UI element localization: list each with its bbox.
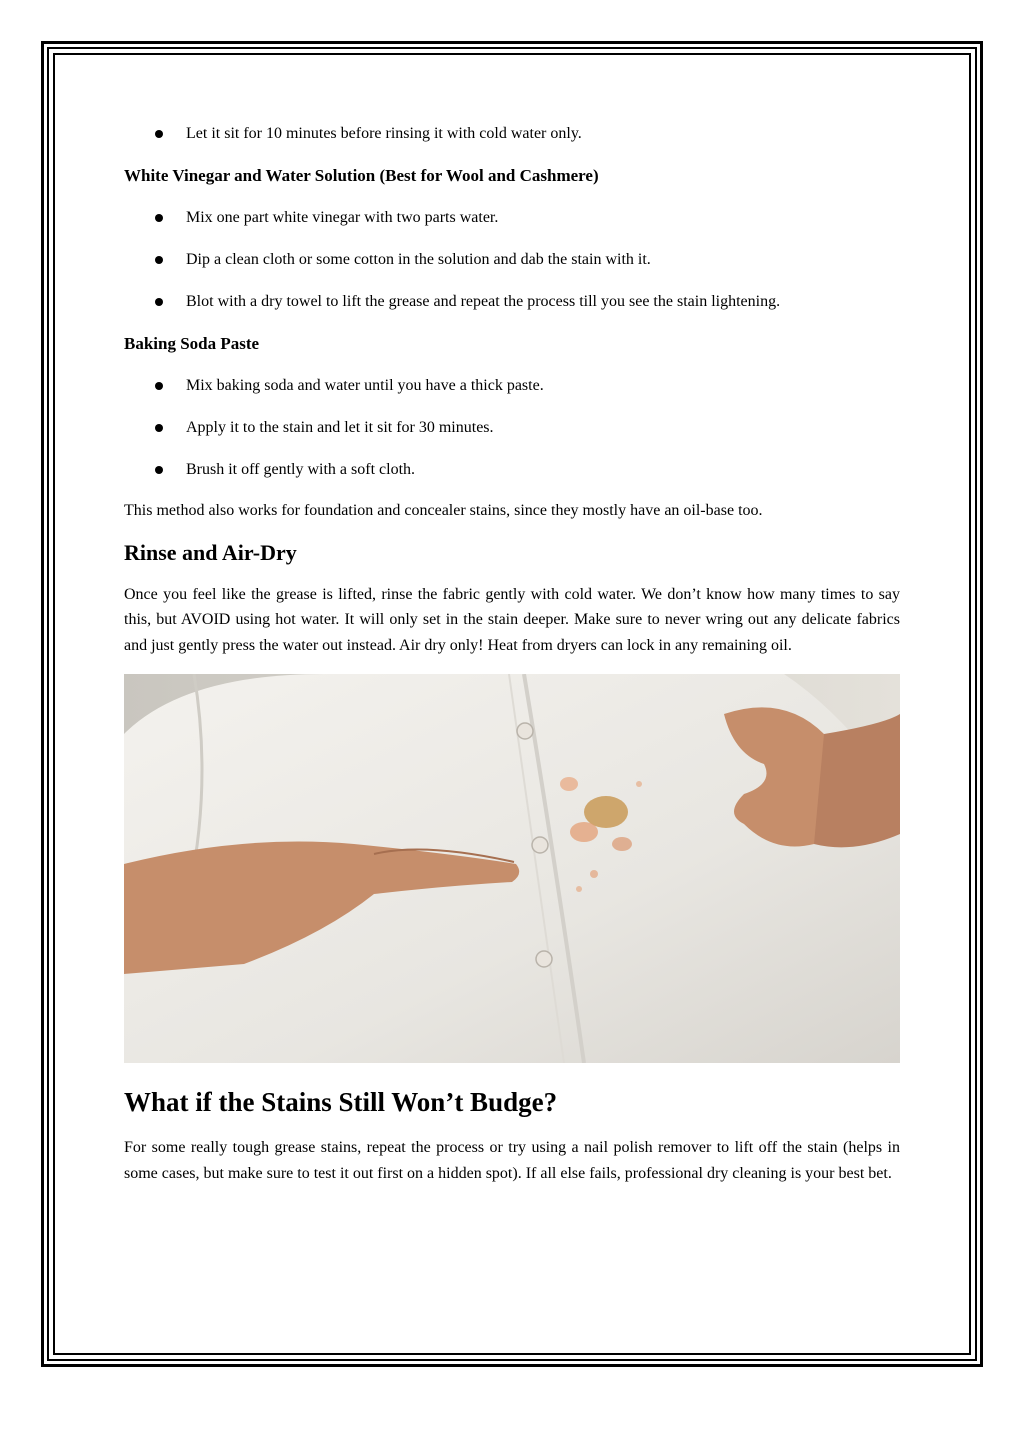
list-item-text: Mix baking soda and water until you have a thick paste. [186,377,544,394]
list-item-text: Dip a clean cloth or some cotton in the solution and dab the stain with it. [186,251,651,268]
bullet-icon [155,466,163,474]
still-heading: What if the Stains Still Won’t Budge? [124,1087,558,1117]
vinegar-list [124,204,900,316]
bullet-icon [155,214,163,222]
vinegar-heading: White Vinegar and Water Solution (Best for Wool and Cashmere) [124,166,599,185]
list-item [124,414,900,442]
list-item-text: Brush it off gently with a soft cloth. [186,461,416,478]
bullet-icon [155,130,163,138]
baking-soda-heading: Baking Soda Paste [124,334,260,353]
bullet-icon [155,256,163,264]
baking-soda-list [124,372,900,484]
bullet-icon [155,298,163,306]
document-body [124,120,900,1186]
top-bullet-list [124,120,900,148]
list-item [124,246,900,274]
baking-soda-note: This method also works for foundation and concealer stains, since they mostly have an oil-base too. [124,502,763,519]
bullet-icon [155,382,163,390]
list-item [124,288,900,316]
list-item [124,372,900,400]
bullet-icon [155,424,163,432]
list-item [124,204,900,232]
rinse-heading: Rinse and Air-Dry [124,539,297,565]
stained-shirt-photo [124,674,900,1063]
list-item-text: Apply it to the stain and let it sit for 30 minutes. [186,419,494,436]
shirt-illustration [124,674,900,1063]
rinse-paragraph: Once you feel like the grease is lifted, rinse the fabric gently with cold water. We don’t know how many times to say this, but AVOID using hot water. It will only set in the stain deeper. Make sure to never wring out any delicate fabrics and just gently press the water out instead. Air dry only! Heat from dryers can lock in any remaining oil. [124,585,900,654]
list-item-text: Blot with a dry towel to lift the grease and repeat the process till you see the stain lightening. [186,293,781,310]
still-paragraph: For some really tough grease stains, repeat the process or try using a nail polish remover to lift off the stain (helps in some cases, but make sure to test it out first on a hidden spot). If all else fails, professional dry cleaning is your best bet. [124,1139,900,1182]
list-item-text: Let it sit for 10 minutes before rinsing it with cold water only. [186,125,582,142]
list-item-text: Mix one part white vinegar with two parts water. [186,209,499,226]
list-item [124,120,900,148]
list-item [124,456,900,484]
